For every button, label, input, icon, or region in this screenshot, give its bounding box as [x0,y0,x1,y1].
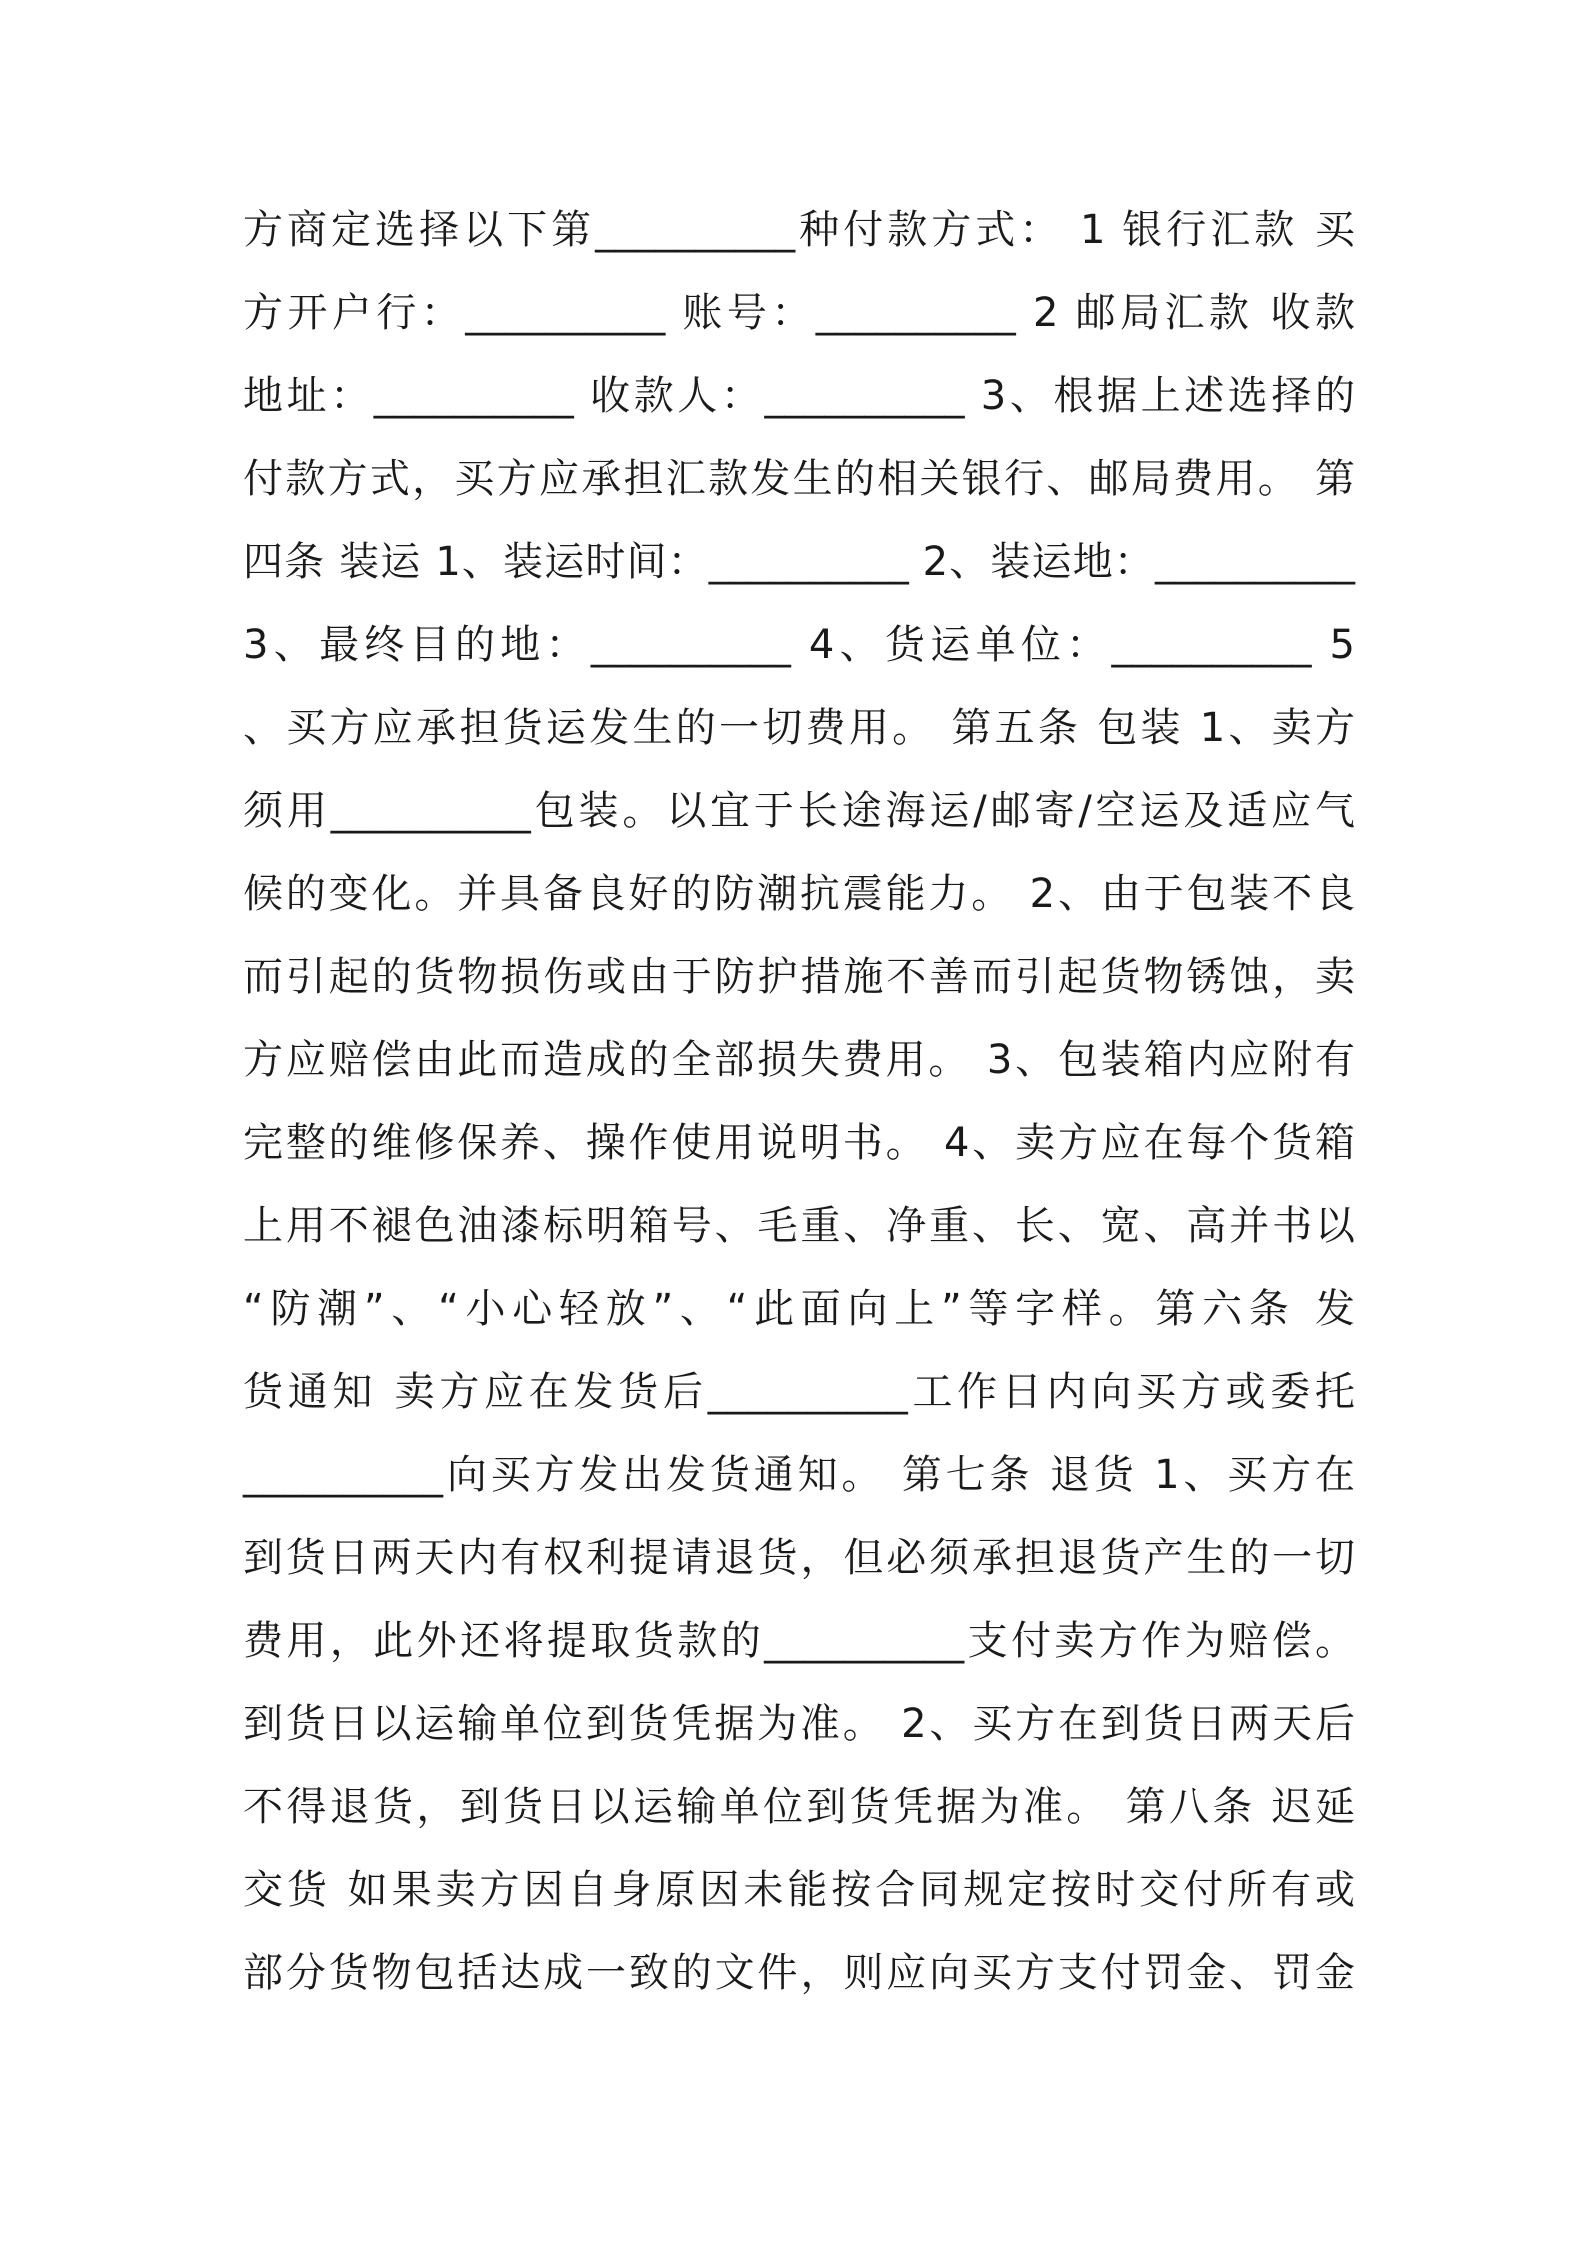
text-line: 到货日两天内有权利提请退货，但必须承担退货产生的一切 [243,1535,1355,1581]
text-line: 费用，此外还将提取货款的__________支付卖方作为赔偿。 [243,1618,1355,1664]
text-line: 货通知 卖方应在发货后__________工作日内向买方或委托 [243,1369,1355,1415]
text-line: 方开户行：__________ 账号：__________ 2 邮局汇款 收款 [243,290,1355,336]
text-line: 四条 装运 1、装运时间：__________ 2、装运地：__________ [243,539,1355,585]
text-line: 3、最终目的地：__________ 4、货运单位：__________ 5 [243,622,1355,668]
text-line: “防潮”、“小心轻放”、“此面向上”等字样。第六条 发 [243,1286,1355,1332]
text-line: 不得退货，到货日以运输单位到货凭据为准。 第八条 迟延 [243,1784,1355,1830]
text-line: 候的变化。并具备良好的防潮抗震能力。 2、由于包装不良 [243,871,1355,917]
text-line: 部分货物包括达成一致的文件，则应向买方支付罚金、罚金 [243,1950,1355,1996]
text-line: 地址：__________ 收款人：__________ 3、根据上述选择的 [243,373,1355,419]
text-line: 完整的维修保养、操作使用说明书。 4、卖方应在每个货箱 [243,1120,1355,1166]
text-line: 方应赔偿由此而造成的全部损失费用。 3、包装箱内应附有 [243,1037,1355,1083]
text-line: 须用__________包装。以宜于长途海运/邮寄/空运及适应气 [243,788,1355,834]
text-line: 交货 如果卖方因自身原因未能按合同规定按时交付所有或 [243,1867,1355,1913]
text-line: 、买方应承担货运发生的一切费用。 第五条 包装 1、卖方 [243,705,1355,751]
text-line: __________向买方发出发货通知。 第七条 退货 1、买方在 [243,1452,1355,1498]
text-line: 而引起的货物损伤或由于防护措施不善而引起货物锈蚀，卖 [243,954,1355,1000]
text-line: 方商定选择以下第__________种付款方式： 1 银行汇款 买 [243,207,1355,253]
text-line: 上用不褪色油漆标明箱号、毛重、净重、长、宽、高并书以 [243,1203,1355,1249]
text-line: 付款方式，买方应承担汇款发生的相关银行、邮局费用。 第 [243,456,1355,502]
text-line: 到货日以运输单位到货凭据为准。 2、买方在到货日两天后 [243,1701,1355,1747]
contract-text [243,196,1355,2022]
